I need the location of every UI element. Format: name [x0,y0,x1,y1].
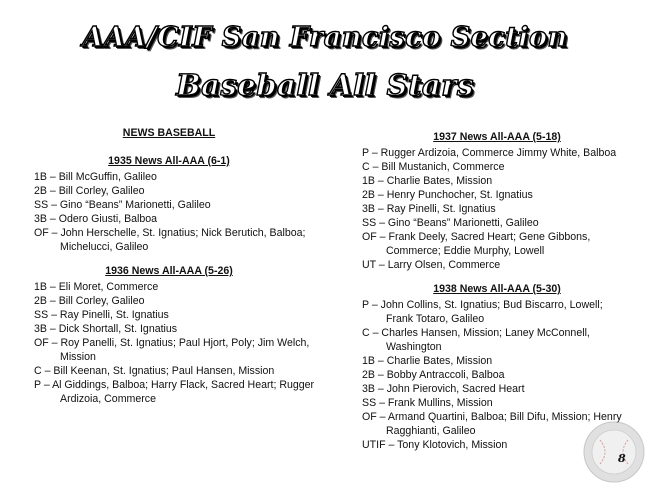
document-title: AAA/CIF San Francisco Section [82,22,568,53]
team-heading: 1936 News All-AAA (5-26) [105,265,233,277]
team-heading: 1935 News All-AAA (6-1) [108,155,230,167]
roster-entry: OF – Frank Deely, Sacred Heart; Gene Gibbons, Commerce; Eddie Murphy, Lowell [362,231,591,257]
roster-entry: OF – Armand Quartini, Balboa; Bill Difu, Mission; Henry Ragghianti, Galileo [362,411,622,437]
roster-entry: 2B – Bill Corley, Galileo [34,295,145,307]
baseball-seal-icon [582,420,646,484]
roster-entry: C – Bill Mustanich, Commerce [362,161,505,173]
roster-entry: 2B – Henry Punchocher, St. Ignatius [362,189,533,201]
roster-entry: P – Rugger Ardizoia, Commerce Jimmy White, Balboa [362,147,617,159]
roster-entry: 3B – Ray Pinelli, St. Ignatius [362,203,496,215]
team-1936 [34,264,334,406]
roster-entry: 1B – Eli Moret, Commerce [34,281,159,293]
roster-entry: SS – Frank Mullins, Mission [362,397,493,409]
roster-entry: 3B – Dick Shortall, St. Ignatius [34,323,178,335]
roster-entry: 1B – Bill McGuffin, Galileo [34,171,157,183]
newspaper-heading: NEWS BASEBALL [122,127,216,139]
team-1935 [34,154,334,254]
roster-entry: SS – Gino “Beans” Marionetti, Galileo [34,199,211,211]
roster-entry: P – John Collins, St. Ignatius; Bud Biscarro, Lowell; Frank Totaro, Galileo [362,299,603,325]
roster-entry: OF – Roy Panelli, St. Ignatius; Paul Hjort, Poly; Jim Welch, Mission [34,337,310,363]
roster-entry: 3B – Odero Giusti, Balboa [34,213,158,225]
team-heading: 1938 News All-AAA (5-30) [433,283,561,295]
left-column [34,126,334,416]
roster-entry: 1B – Charlie Bates, Mission [362,355,493,367]
roster-entry: 2B – Bobby Antraccoli, Balboa [362,369,505,381]
page-number: 8 [618,452,626,465]
roster-entry: UTIF – Tony Klotovich, Mission [362,439,508,451]
roster-entry: C – Charles Hansen, Mission; Laney McConnell, Washington [362,327,590,353]
roster-entry: UT – Larry Olsen, Commerce [362,259,501,271]
roster-entry: C – Bill Keenan, St. Ignatius; Paul Hansen, Mission [34,365,275,377]
team-1937 [362,130,632,272]
roster-entry: SS – Ray Pinelli, St. Ignatius [34,309,169,321]
roster-entry: SS – Gino “Beans” Marionetti, Galileo [362,217,539,229]
team-heading: 1937 News All-AAA (5-18) [433,131,561,143]
document-subtitle: Baseball All Stars [176,68,474,102]
roster-entry: OF – John Herschelle, St. Ignatius; Nick Berutich, Balboa; Michelucci, Galileo [34,227,306,253]
roster-entry: 2B – Bill Corley, Galileo [34,185,145,197]
roster-entry: 1B – Charlie Bates, Mission [362,175,493,187]
right-column [362,130,632,462]
roster-entry: P – Al Giddings, Balboa; Harry Flack, Sacred Heart; Rugger Ardizoia, Commerce [34,379,315,405]
roster-entry: 3B – John Pierovich, Sacred Heart [362,383,525,395]
